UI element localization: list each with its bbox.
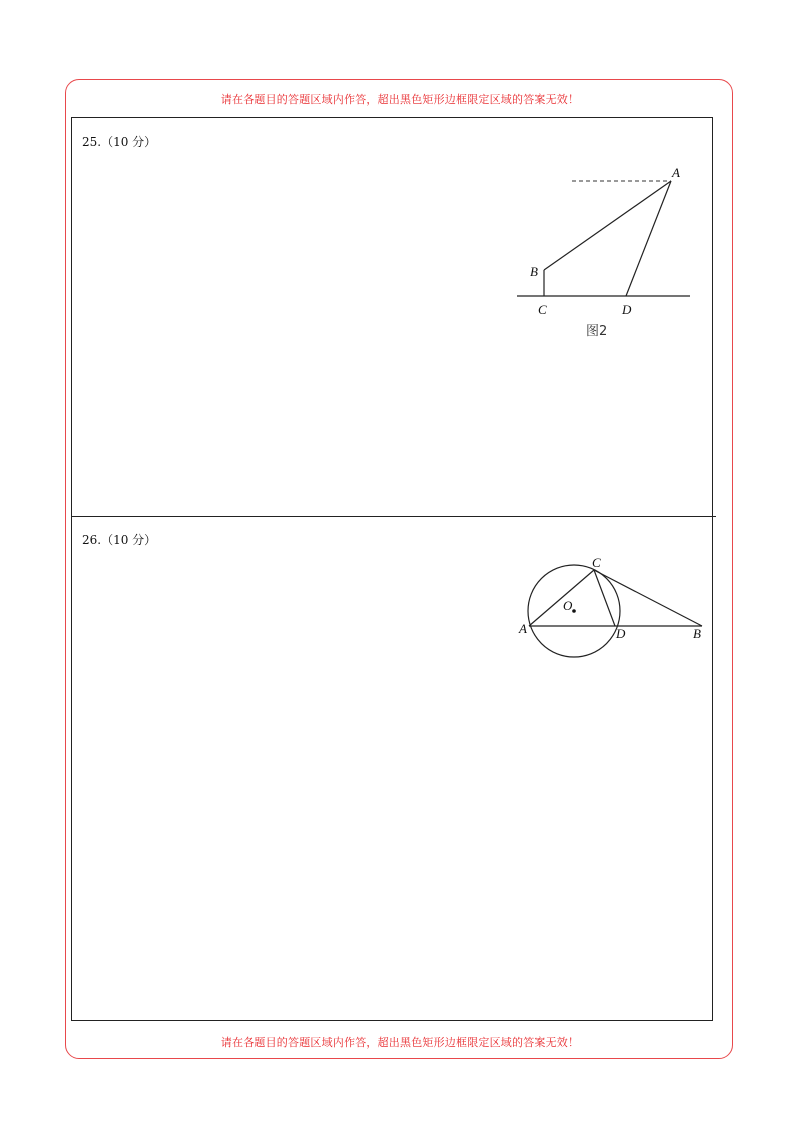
point-label-b: B — [693, 626, 701, 641]
segment-cb — [594, 570, 702, 626]
point-label-b: B — [530, 264, 538, 279]
question-25-label: 25.（10 分） — [82, 135, 157, 149]
center-point-o — [572, 609, 576, 613]
bottom-warning-text: 请在各题目的答题区域内作答，超出黑色矩形边框限定区域的答案无效！ — [220, 1036, 580, 1049]
segment-ac — [529, 570, 594, 626]
point-label-c: C — [538, 302, 547, 317]
point-label-o: O — [563, 598, 573, 613]
point-label-a: A — [672, 165, 680, 180]
point-label-c: C — [592, 555, 601, 570]
point-label-d: D — [622, 302, 632, 317]
point-label-d: D — [616, 626, 626, 641]
figure-caption: 图2 — [586, 324, 608, 339]
question-26-label: 26.（10 分） — [82, 533, 157, 547]
point-label-a: A — [519, 621, 527, 636]
segment-cd — [594, 570, 615, 626]
top-warning-text: 请在各题目的答题区域内作答，超出黑色矩形边框限定区域的答案无效！ — [220, 93, 580, 106]
